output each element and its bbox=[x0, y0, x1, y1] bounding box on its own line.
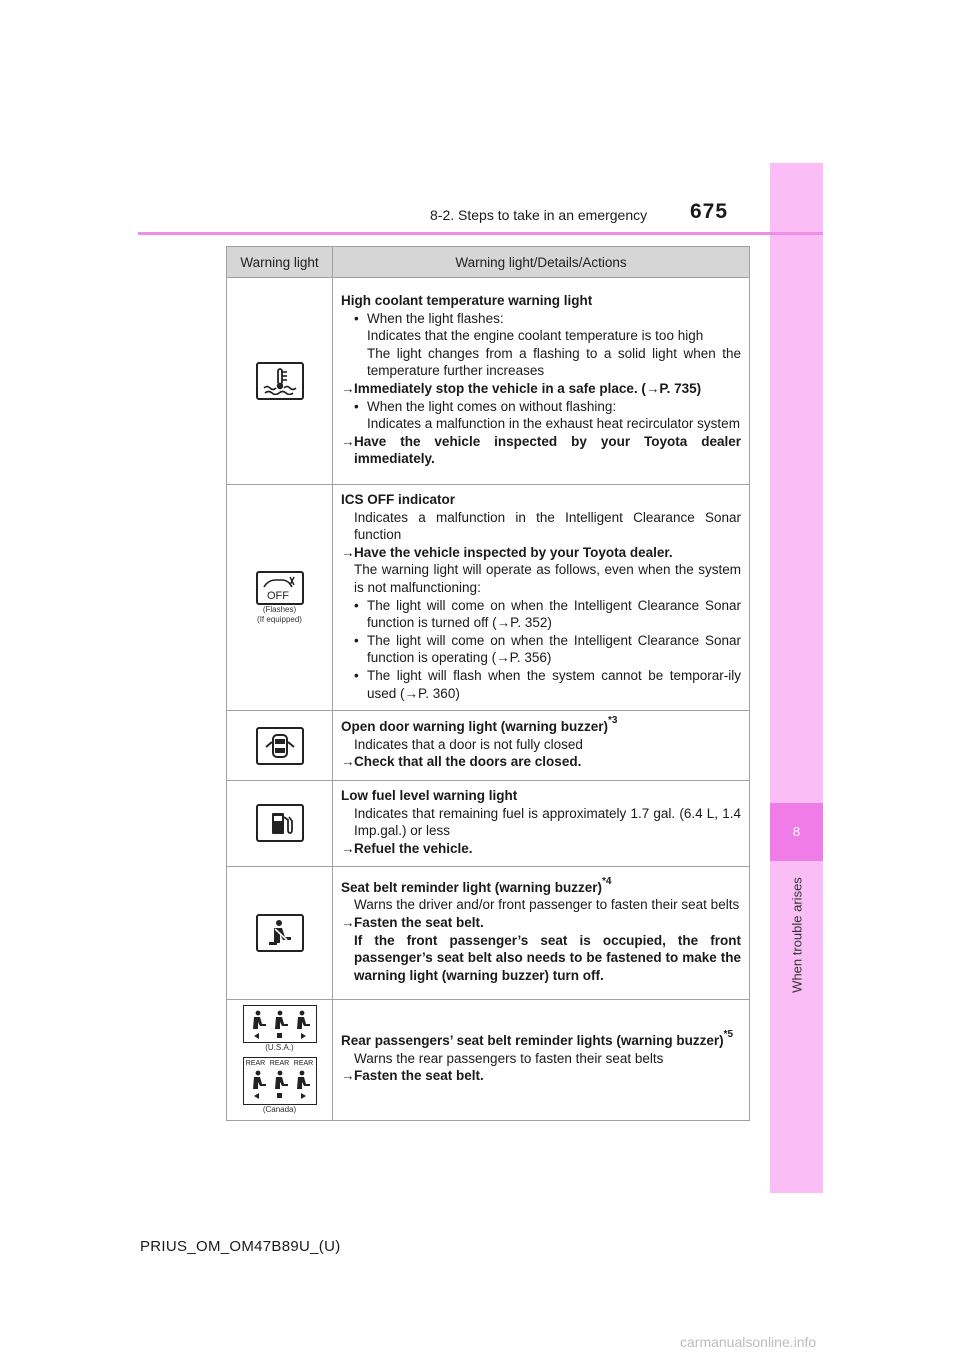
action-line bbox=[341, 433, 741, 468]
watermark: carmanualsonline.info bbox=[680, 1334, 817, 1350]
row-title-text: Rear passengers’ seat belt reminder lights (warning buzzer) bbox=[341, 1033, 724, 1049]
footnote-mark: *4 bbox=[602, 875, 612, 887]
header-rule bbox=[138, 232, 823, 235]
action-text: Fasten the seat belt. bbox=[354, 914, 484, 930]
arrow-icon: → bbox=[645, 381, 660, 396]
chapter-number: 8 bbox=[770, 803, 823, 861]
action-line bbox=[341, 914, 741, 932]
icon-cell bbox=[227, 711, 333, 781]
table-row bbox=[227, 711, 750, 781]
bullet-text: The light will flash when the system cannot be temporar-ily used ( bbox=[367, 667, 741, 701]
bullet-item bbox=[341, 597, 741, 632]
arrow-icon: → bbox=[496, 650, 510, 666]
row-title-text: Open door warning light (warning buzzer) bbox=[341, 719, 608, 735]
icon-caption: (If equipped) bbox=[257, 614, 302, 624]
arrow-icon: → bbox=[341, 381, 355, 396]
row-title: High coolant temperature warning light bbox=[341, 293, 593, 309]
bullet-mark: • bbox=[354, 667, 359, 683]
arrow-icon: → bbox=[404, 685, 419, 701]
row-title: ICS OFF indicator bbox=[341, 492, 456, 507]
rear-label: REAR bbox=[293, 1059, 314, 1067]
rear-label: REAR bbox=[269, 1059, 290, 1067]
icon-caption: (Canada) bbox=[262, 1104, 297, 1114]
row-title: Low fuel level warning light bbox=[341, 788, 518, 804]
action-text: Have the vehicle inspected by your Toyota dealer. bbox=[354, 544, 673, 560]
row-title bbox=[341, 715, 741, 736]
page-reference: P. 352) bbox=[510, 615, 552, 631]
action-line bbox=[341, 840, 741, 858]
bullet-text: The light will come on when the Intelligent Clearance Sonar function is turned off ( bbox=[367, 597, 741, 631]
details-cell bbox=[333, 866, 750, 999]
action-text: Fasten the seat belt. bbox=[354, 1068, 484, 1084]
table-row bbox=[227, 485, 750, 711]
bullet-mark: • bbox=[354, 632, 359, 648]
table-header-row bbox=[227, 247, 750, 278]
row-title bbox=[341, 875, 741, 897]
table-row bbox=[227, 781, 750, 866]
details-cell bbox=[333, 485, 750, 711]
rear-seat-belt-icon-us bbox=[243, 1005, 317, 1043]
page-reference: P. 356) bbox=[509, 650, 552, 666]
action-line bbox=[341, 544, 741, 562]
page-reference: P. 360) bbox=[418, 685, 460, 701]
bullet-mark: • bbox=[354, 310, 359, 326]
table-row bbox=[227, 278, 750, 485]
bullet-item bbox=[341, 632, 741, 667]
seat-belt-icon bbox=[256, 914, 304, 952]
icon-caption: (Flashes) bbox=[262, 604, 297, 614]
action-text: Have the vehicle inspected by your Toyota dealer immediately. bbox=[354, 433, 741, 467]
action-text: Immediately stop the vehicle in a safe place. ( bbox=[354, 381, 646, 396]
bullet-mark: • bbox=[354, 398, 359, 414]
action-detail: If the front passenger’s seat is occupied, the front passenger’s seat belt also needs to be fastened to make the warning light (warning buzzer) turn off. bbox=[354, 932, 741, 983]
detail-text: Indicates a malfunction in the exhaust heat recirculator system bbox=[367, 416, 740, 432]
action-line bbox=[341, 1067, 741, 1085]
bullet-item bbox=[341, 667, 741, 702]
bullet-text: When the light comes on without flashing: bbox=[367, 398, 617, 414]
description-text: Warns the rear passengers to fasten their seat belts bbox=[354, 1050, 664, 1066]
arrow-icon: → bbox=[341, 1068, 355, 1084]
arrow-icon: → bbox=[496, 615, 511, 631]
bullet-text: When the light flashes: bbox=[367, 310, 504, 326]
rear-seat-belt-icon-canada bbox=[243, 1057, 317, 1105]
icon-cell bbox=[227, 485, 333, 711]
icon-cell bbox=[227, 999, 333, 1120]
open-door-icon bbox=[256, 727, 304, 765]
table-row bbox=[227, 999, 750, 1120]
coolant-temperature-icon bbox=[256, 362, 304, 400]
arrow-icon: → bbox=[341, 754, 355, 770]
icon-cell bbox=[227, 278, 333, 485]
details-cell bbox=[333, 278, 750, 485]
details-cell bbox=[333, 711, 750, 781]
row-title-text: Seat belt reminder light (warning buzzer) bbox=[341, 879, 603, 895]
ics-off-icon-text: OFF bbox=[266, 589, 289, 601]
description-text: Indicates that remaining fuel is approximately 1.7 gal. (6.4 L, 1.4 Imp.gal.) or less bbox=[354, 805, 741, 839]
detail-text: Indicates that the engine coolant temperature is too high bbox=[367, 328, 704, 344]
details-cell bbox=[333, 999, 750, 1120]
footnote-mark: *5 bbox=[723, 1029, 734, 1041]
note-text: The warning light will operate as follows, even when the system is not malfunctioning: bbox=[354, 562, 741, 595]
bullet-mark: • bbox=[354, 597, 359, 613]
bullet-item bbox=[341, 398, 741, 416]
arrow-icon: → bbox=[341, 914, 355, 930]
action-text: Refuel the vehicle. bbox=[354, 840, 473, 856]
page-reference: P. 735) bbox=[659, 381, 702, 396]
chapter-label-text: When trouble arises bbox=[789, 877, 804, 993]
action-line bbox=[341, 380, 741, 398]
description-text: Indicates that a door is not fully closed bbox=[354, 736, 583, 752]
side-tab bbox=[770, 163, 823, 1193]
arrow-icon: → bbox=[341, 433, 355, 449]
table-row bbox=[227, 866, 750, 999]
footnote-mark: *3 bbox=[608, 715, 618, 727]
fuel-pump-icon bbox=[256, 804, 304, 842]
icon-cell bbox=[227, 866, 333, 999]
arrow-icon: → bbox=[341, 840, 355, 856]
row-title bbox=[341, 1029, 741, 1050]
bullet-text: The light will come on when the Intelligent Clearance Sonar function is operating ( bbox=[367, 632, 741, 666]
section-title: 8-2. Steps to take in an emergency bbox=[430, 207, 648, 223]
ics-off-icon bbox=[256, 571, 304, 605]
detail-text: The light changes from a flashing to a solid light when the temperature further increases bbox=[367, 345, 741, 379]
chapter-label bbox=[770, 870, 823, 1000]
action-text: Check that all the doors are closed. bbox=[354, 754, 582, 770]
icon-cell bbox=[227, 781, 333, 866]
bullet-item bbox=[341, 310, 741, 328]
details-cell bbox=[333, 781, 750, 866]
action-line bbox=[341, 753, 741, 771]
arrow-icon: → bbox=[341, 544, 355, 560]
col-header-details: Warning light/Details/Actions bbox=[333, 247, 750, 278]
icon-caption: (U.S.A.) bbox=[265, 1042, 294, 1052]
page-number: 675 bbox=[690, 200, 729, 223]
rear-label: REAR bbox=[245, 1059, 266, 1067]
col-header-light: Warning light bbox=[227, 247, 333, 278]
description-text: Warns the driver and/or front passenger to fasten their seat belts bbox=[354, 897, 740, 913]
document-code: PRIUS_OM_OM47B89U_(U) bbox=[140, 1238, 341, 1255]
description-text: Indicates a malfunction in the Intelligent Clearance Sonar function bbox=[354, 509, 741, 543]
warning-light-table bbox=[226, 246, 750, 1121]
